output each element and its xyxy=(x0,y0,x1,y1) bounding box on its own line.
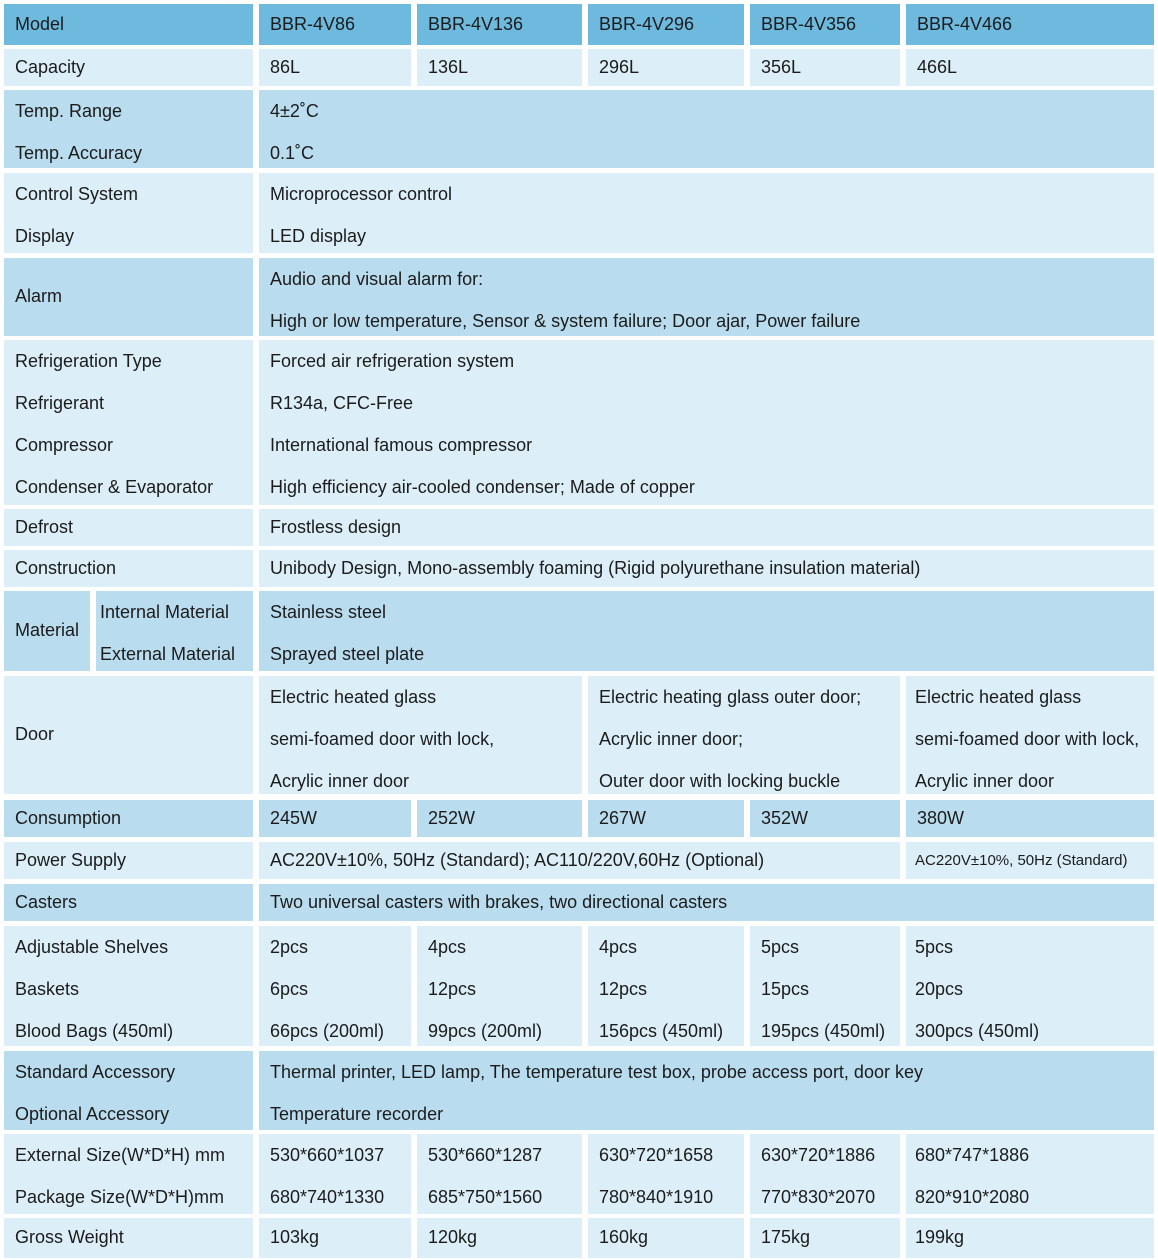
alarm-text: High or low temperature, Sensor & system failure; Door ajar, Power failure xyxy=(270,311,861,331)
consumption-value: 352W xyxy=(761,807,809,828)
consumption-value: 252W xyxy=(428,807,476,828)
value-cell xyxy=(259,258,1154,336)
door-text: Electric heated glass xyxy=(915,687,1082,707)
row-label: Temp. Accuracy xyxy=(15,143,143,163)
row-label: Package Size(W*D*H)mm xyxy=(15,1187,225,1207)
value-cell xyxy=(259,842,900,879)
door-text: Acrylic inner door xyxy=(270,771,410,791)
value-cell xyxy=(259,676,582,794)
value-cell xyxy=(750,1218,900,1258)
capacity-value: 466L xyxy=(917,56,958,77)
consumption-value: 245W xyxy=(270,807,318,828)
row-label-cell xyxy=(4,258,253,336)
value-cell xyxy=(588,49,744,86)
external-size-value: 530*660*1037 xyxy=(270,1145,385,1165)
sub-label-cell xyxy=(96,591,253,671)
row-label: Baskets xyxy=(15,979,80,999)
row-label: Refrigeration Type xyxy=(15,351,162,371)
value-cell xyxy=(588,676,900,794)
row-label-cell xyxy=(4,842,253,879)
condenser-value: High efficiency air-cooled condenser; Made of copper xyxy=(270,477,695,497)
model-name-cell xyxy=(588,4,744,45)
blood-bags-value: 66pcs (200ml) xyxy=(270,1021,385,1041)
model-name: BBR-4V296 xyxy=(599,13,695,34)
package-size-value: 680*740*1330 xyxy=(270,1187,385,1207)
value-cell xyxy=(417,1218,582,1258)
value-cell xyxy=(259,90,1154,168)
power-value: AC220V±10%, 50Hz (Standard); AC110/220V,60Hz (Optional) xyxy=(270,849,765,870)
shelves-value: 4pcs xyxy=(599,937,638,957)
value-cell xyxy=(906,800,1154,837)
row-label-cell xyxy=(4,884,253,921)
value-cell xyxy=(259,509,1154,546)
row-label-cell xyxy=(4,1134,253,1214)
value-cell xyxy=(750,800,900,837)
door-text: Acrylic inner door xyxy=(915,771,1055,791)
model-name: BBR-4V356 xyxy=(761,13,857,34)
baskets-value: 12pcs xyxy=(599,979,648,999)
value-cell xyxy=(906,842,1154,879)
row-label: Refrigerant xyxy=(15,393,105,413)
capacity-value: 356L xyxy=(761,56,802,77)
door-text: semi-foamed door with lock, xyxy=(270,729,495,749)
row-label-cell xyxy=(4,340,253,505)
control-system-value: Microprocessor control xyxy=(270,184,453,204)
model-name: BBR-4V86 xyxy=(270,13,356,34)
row-label: Optional Accessory xyxy=(15,1104,170,1124)
temp-range-value: 4±2˚C xyxy=(270,101,319,121)
value-cell xyxy=(259,591,1154,671)
optional-accessory-value: Temperature recorder xyxy=(270,1104,444,1124)
baskets-value: 6pcs xyxy=(270,979,309,999)
value-cell xyxy=(906,1134,1154,1214)
row-label: Adjustable Shelves xyxy=(15,937,169,957)
weight-value: 120kg xyxy=(428,1227,478,1248)
value-cell xyxy=(259,1134,411,1214)
consumption-value: 267W xyxy=(599,807,647,828)
row-label-cell xyxy=(4,591,90,671)
value-cell xyxy=(259,1218,411,1258)
alarm-text: Audio and visual alarm for: xyxy=(270,269,484,289)
blood-bags-value: 300pcs (450ml) xyxy=(915,1021,1040,1041)
door-text: Acrylic inner door; xyxy=(599,729,744,749)
model-name: BBR-4V136 xyxy=(428,13,524,34)
row-label: Defrost xyxy=(15,516,74,537)
external-size-value: 630*720*1886 xyxy=(761,1145,876,1165)
standard-accessory-value: Thermal printer, LED lamp, The temperature test box, probe access port, door key xyxy=(270,1062,923,1082)
row-label: Construction xyxy=(15,557,117,578)
value-cell xyxy=(417,1134,582,1214)
weight-value: 160kg xyxy=(599,1227,649,1248)
package-size-value: 685*750*1560 xyxy=(428,1187,543,1207)
external-material-value: Sprayed steel plate xyxy=(270,644,425,664)
internal-material-value: Stainless steel xyxy=(270,602,387,622)
model-label-cell xyxy=(4,4,253,45)
model-name-cell xyxy=(906,4,1154,45)
value-cell xyxy=(259,884,1154,921)
door-text: Electric heating glass outer door; xyxy=(599,687,862,707)
row-label: Control System xyxy=(15,184,139,204)
row-label-cell xyxy=(4,1218,253,1258)
row-label: Capacity xyxy=(15,56,86,77)
baskets-value: 12pcs xyxy=(428,979,477,999)
value-cell xyxy=(906,676,1154,794)
weight-value: 175kg xyxy=(761,1227,811,1248)
row-label: Material xyxy=(15,620,80,641)
row-label: Door xyxy=(15,724,55,745)
consumption-value: 380W xyxy=(917,807,965,828)
row-label-cell xyxy=(4,49,253,86)
value-cell xyxy=(750,49,900,86)
capacity-value: 86L xyxy=(270,56,301,77)
shelves-value: 5pcs xyxy=(915,937,954,957)
row-label: External Size(W*D*H) mm xyxy=(15,1145,226,1165)
value-cell xyxy=(906,926,1154,1046)
temp-accuracy-value: 0.1˚C xyxy=(270,143,315,163)
construction-value: Unibody Design, Mono-assembly foaming (Rigid polyurethane insulation material) xyxy=(270,557,921,578)
door-text: Outer door with locking buckle xyxy=(599,771,841,791)
row-label-cell xyxy=(4,550,253,587)
blood-bags-value: 195pcs (450ml) xyxy=(761,1021,886,1041)
shelves-value: 2pcs xyxy=(270,937,309,957)
value-cell xyxy=(588,800,744,837)
row-label: Condenser & Evaporator xyxy=(15,477,214,497)
row-label: Display xyxy=(15,226,75,246)
row-label: Temp. Range xyxy=(15,101,123,121)
casters-value: Two universal casters with brakes, two directional casters xyxy=(270,891,728,912)
door-text: semi-foamed door with lock, xyxy=(915,729,1140,749)
value-cell xyxy=(906,1218,1154,1258)
shelves-value: 4pcs xyxy=(428,937,467,957)
weight-value: 199kg xyxy=(915,1227,965,1248)
value-cell xyxy=(750,926,900,1046)
value-cell xyxy=(750,1134,900,1214)
row-label: Gross Weight xyxy=(15,1227,124,1248)
row-label-cell xyxy=(4,173,253,253)
blood-bags-value: 156pcs (450ml) xyxy=(599,1021,724,1041)
weight-value: 103kg xyxy=(270,1227,320,1248)
value-cell xyxy=(259,800,411,837)
row-label: Alarm xyxy=(15,286,63,307)
value-cell xyxy=(588,1134,744,1214)
door-text: Electric heated glass xyxy=(270,687,437,707)
row-label: Power Supply xyxy=(15,849,127,870)
value-cell xyxy=(259,340,1154,505)
row-label: Standard Accessory xyxy=(15,1062,176,1082)
value-cell xyxy=(417,800,582,837)
value-cell xyxy=(259,550,1154,587)
value-cell xyxy=(417,49,582,86)
compressor-value: International famous compressor xyxy=(270,435,533,455)
row-label-cell xyxy=(4,509,253,546)
baskets-value: 15pcs xyxy=(761,979,810,999)
shelves-value: 5pcs xyxy=(761,937,800,957)
external-size-value: 680*747*1886 xyxy=(915,1145,1030,1165)
baskets-value: 20pcs xyxy=(915,979,964,999)
row-label: Internal Material xyxy=(100,602,230,622)
refrigeration-type-value: Forced air refrigeration system xyxy=(270,351,515,371)
model-name-cell xyxy=(750,4,900,45)
value-cell xyxy=(588,926,744,1046)
refrigerant-value: R134a, CFC-Free xyxy=(270,393,414,413)
model-name: BBR-4V466 xyxy=(917,13,1013,34)
defrost-value: Frostless design xyxy=(270,516,402,537)
row-label: Model xyxy=(15,13,65,34)
capacity-value: 296L xyxy=(599,56,640,77)
power-value: AC220V±10%, 50Hz (Standard) xyxy=(915,851,1128,869)
row-label-cell xyxy=(4,90,253,168)
display-value: LED display xyxy=(270,226,367,246)
value-cell xyxy=(588,1218,744,1258)
value-cell xyxy=(259,1051,1154,1130)
value-cell xyxy=(259,173,1154,253)
row-label-cell xyxy=(4,926,253,1046)
capacity-value: 136L xyxy=(428,56,469,77)
package-size-value: 780*840*1910 xyxy=(599,1187,714,1207)
row-label-cell xyxy=(4,676,253,794)
external-size-value: 630*720*1658 xyxy=(599,1145,714,1165)
row-label-cell xyxy=(4,1051,253,1130)
package-size-value: 770*830*2070 xyxy=(761,1187,876,1207)
model-name-cell xyxy=(417,4,582,45)
row-label: Blood Bags (450ml) xyxy=(15,1021,174,1041)
value-cell xyxy=(906,49,1154,86)
package-size-value: 820*910*2080 xyxy=(915,1187,1030,1207)
value-cell xyxy=(417,926,582,1046)
row-label: Compressor xyxy=(15,435,114,455)
row-label-cell xyxy=(4,800,253,837)
row-label: External Material xyxy=(100,644,236,664)
value-cell xyxy=(259,49,411,86)
model-name-cell xyxy=(259,4,411,45)
row-label: Consumption xyxy=(15,807,122,828)
row-label: Casters xyxy=(15,891,78,912)
value-cell xyxy=(259,926,411,1046)
blood-bags-value: 99pcs (200ml) xyxy=(428,1021,543,1041)
external-size-value: 530*660*1287 xyxy=(428,1145,543,1165)
